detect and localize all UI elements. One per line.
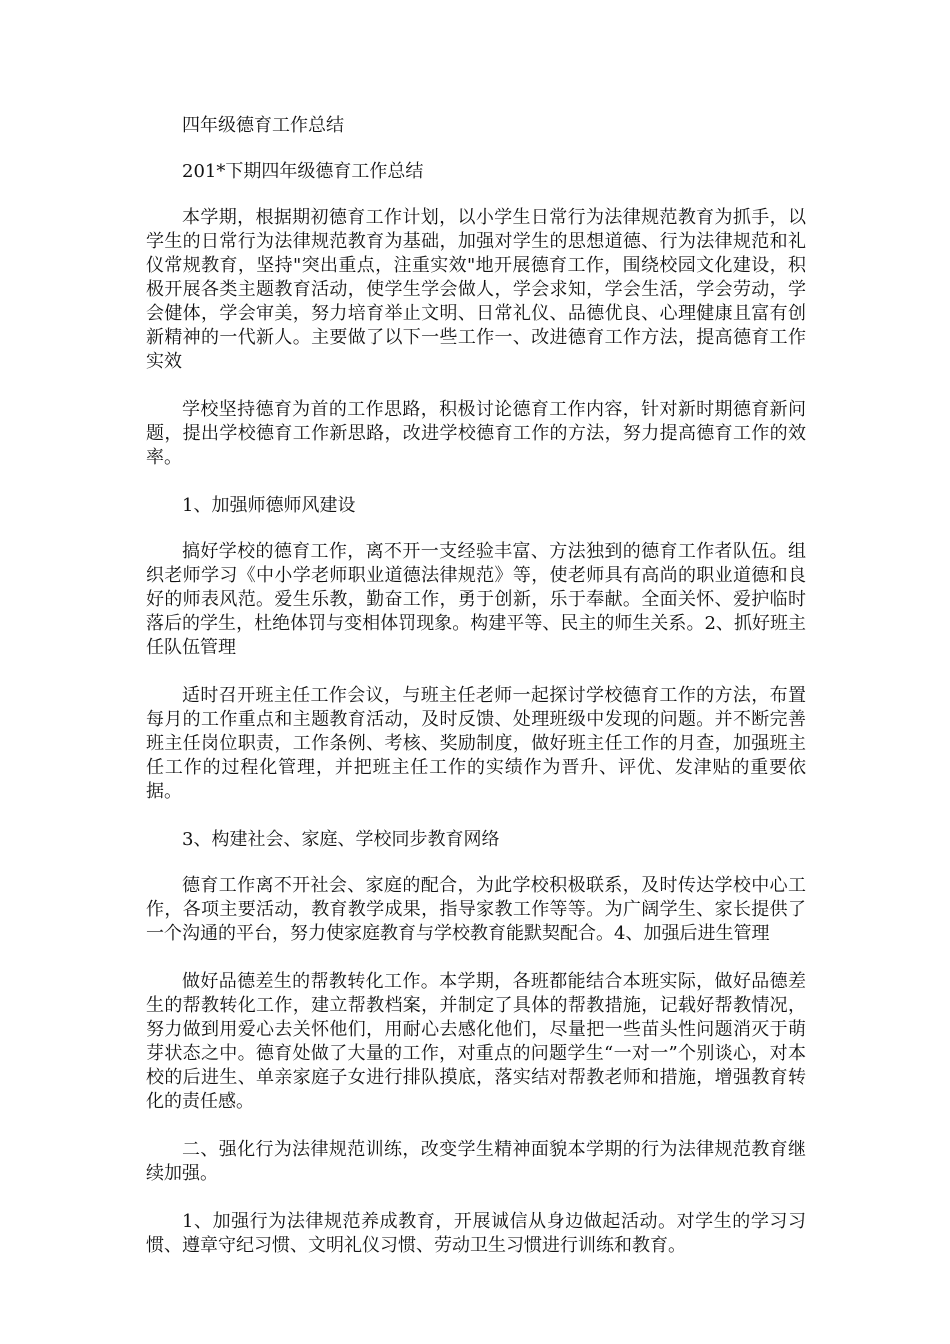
- section-heading-education-network: 3、构建社会、家庭、学校同步教育网络: [182, 829, 500, 850]
- paragraph-work-approach: 学校坚持德育为首的工作思路，积极讨论德育工作内容，针对新时期德育新问题，提出学校德育工作新思路，改进学校德育工作的方法，努力提高德育工作的效率。: [146, 399, 806, 468]
- document-title: 四年级德育工作总结: [182, 115, 344, 136]
- paragraph-education-network: 德育工作离不开社会、家庭的配合，为此学校积极联系，及时传达学校中心工作，各项主要活动，教育教学成果，指导家教工作等等。为广阔学生、家长提供了一个沟通的平台，努力使家庭教育与学校教育能默契配合。4、加强后进生管理: [146, 875, 806, 944]
- section-heading-teacher-ethics: 1、加强师德师风建设: [182, 495, 356, 516]
- paragraph-intro: 本学期，根据期初德育工作计划，以小学生日常行为法律规范教育为抓手，以学生的日常行为法律规范教育为基础，加强对学生的思想道德、行为法律规范和礼仪常规教育，坚持"突出重点，注重实效"地开展德育工作，围绕校园文化建设，积极开展各类主题教育活动，使学生学会做人，学会求知，学会生活，学会劳动，学会健体，学会审美，努力培育举止文明、日常礼仪、品德优良、心理健康且富有创新精神的一代新人。主要做了以下一些工作一、改进德育工作方法，提高德育工作实效: [146, 207, 806, 372]
- paragraph-habit-education: 1、加强行为法律规范养成教育，开展诚信从身边做起活动。对学生的学习习惯、遵章守纪习惯、文明礼仪习惯、劳动卫生习惯进行训练和教育。: [146, 1211, 806, 1256]
- paragraph-teacher-ethics: 搞好学校的德育工作，离不开一支经验丰富、方法独到的德育工作者队伍。组织老师学习《中小学老师职业道德法律规范》等，使老师具有高尚的职业道德和良好的师表风范。爱生乐教，勤奋工作，勇于创新，乐于奉献。全面关怀、爱护临时落后的学生，杜绝体罚与变相体罚现象。构建平等、民主的师生关系。2、抓好班主任队伍管理: [146, 541, 806, 658]
- document-body: [146, 114, 806, 1282]
- paragraph-student-support: 做好品德差生的帮教转化工作。本学期，各班都能结合本班实际，做好品德差生的帮教转化工作，建立帮教档案，并制定了具体的帮教措施，记载好帮教情况，努力做到用爱心去关怀他们，用耐心去感化他们，尽量把一些苗头性问题消灭于萌芽状态之中。德育处做了大量的工作，对重点的问题学生“一对一”个别谈心，对本校的后进生、单亲家庭子女进行排队摸底，落实结对帮教老师和措施，增强教育转化的责任感。: [146, 971, 806, 1112]
- paragraph-head-teacher-management: 适时召开班主任工作会议，与班主任老师一起探讨学校德育工作的方法，布置每月的工作重点和主题教育活动，及时反馈、处理班级中发现的问题。并不断完善班主任岗位职责，工作条例、考核、奖励制度，做好班主任工作的月查，加强班主任工作的过程化管理，并把班主任工作的实绩作为晋升、评优、发津贴的重要依据。: [146, 685, 806, 802]
- paragraph-behavior-training: 二、强化行为法律规范训练，改变学生精神面貌本学期的行为法律规范教育继续加强。: [146, 1139, 806, 1184]
- document-subtitle: 201*下期四年级德育工作总结: [182, 161, 424, 182]
